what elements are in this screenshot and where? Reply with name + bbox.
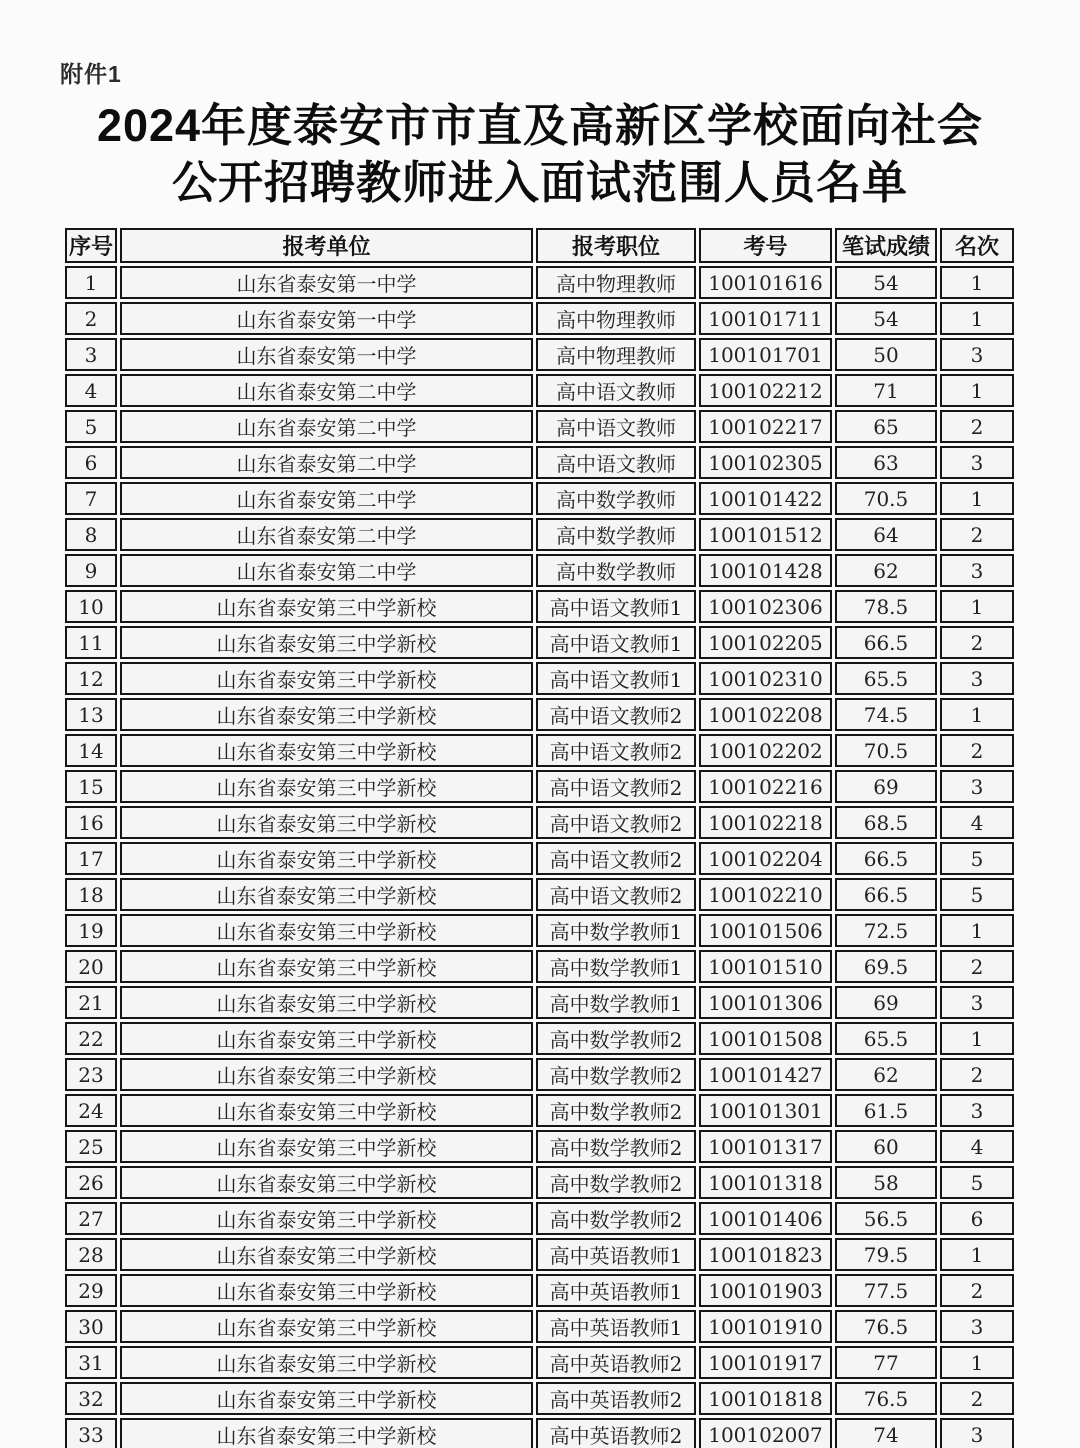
cell-position: 高中英语教师1 (536, 1310, 696, 1343)
cell-unit: 山东省泰安第三中学新校 (120, 842, 533, 875)
cell-unit: 山东省泰安第二中学 (120, 482, 533, 515)
cell-score: 62 (835, 554, 937, 587)
table-row (65, 734, 1014, 767)
cell-rank: 5 (940, 878, 1014, 911)
cell-rank: 2 (940, 1382, 1014, 1415)
table-row (65, 1346, 1014, 1379)
cell-score: 66.5 (835, 626, 937, 659)
cell-position: 高中语文教师 (536, 446, 696, 479)
cell-score: 50 (835, 338, 937, 371)
cell-seq: 32 (65, 1382, 117, 1415)
cell-exam-no: 100101318 (699, 1166, 832, 1199)
table-row (65, 302, 1014, 335)
cell-position: 高中语文教师 (536, 410, 696, 443)
cell-exam-no: 100101506 (699, 914, 832, 947)
cell-unit: 山东省泰安第三中学新校 (120, 950, 533, 983)
cell-position: 高中数学教师 (536, 482, 696, 515)
cell-unit: 山东省泰安第三中学新校 (120, 698, 533, 731)
cell-unit: 山东省泰安第三中学新校 (120, 1382, 533, 1415)
cell-exam-no: 100101917 (699, 1346, 832, 1379)
cell-seq: 7 (65, 482, 117, 515)
cell-exam-no: 100101512 (699, 518, 832, 551)
table-row (65, 770, 1014, 803)
cell-position: 高中物理教师 (536, 302, 696, 335)
table-row (65, 1274, 1014, 1307)
cell-score: 54 (835, 266, 937, 299)
cell-rank: 3 (940, 986, 1014, 1019)
cell-exam-no: 100102218 (699, 806, 832, 839)
cell-rank: 3 (940, 1094, 1014, 1127)
cell-score: 69 (835, 986, 937, 1019)
cell-unit: 山东省泰安第三中学新校 (120, 1346, 533, 1379)
cell-score: 61.5 (835, 1094, 937, 1127)
cell-unit: 山东省泰安第二中学 (120, 410, 533, 443)
cell-rank: 2 (940, 1274, 1014, 1307)
cell-seq: 16 (65, 806, 117, 839)
page-title (0, 97, 1080, 211)
cell-rank: 2 (940, 734, 1014, 767)
cell-seq: 30 (65, 1310, 117, 1343)
table-row (65, 1418, 1014, 1448)
cell-unit: 山东省泰安第一中学 (120, 266, 533, 299)
cell-rank: 2 (940, 950, 1014, 983)
cell-rank: 3 (940, 446, 1014, 479)
cell-rank: 3 (940, 338, 1014, 371)
cell-position: 高中语文教师2 (536, 734, 696, 767)
cell-position: 高中语文教师2 (536, 698, 696, 731)
cell-unit: 山东省泰安第二中学 (120, 446, 533, 479)
cell-position: 高中语文教师1 (536, 590, 696, 623)
table-row (65, 1094, 1014, 1127)
cell-exam-no: 100101422 (699, 482, 832, 515)
cell-exam-no: 100101427 (699, 1058, 832, 1091)
table-row (65, 806, 1014, 839)
cell-position: 高中语文教师1 (536, 662, 696, 695)
cell-rank: 3 (940, 1418, 1014, 1448)
cell-exam-no: 100101903 (699, 1274, 832, 1307)
cell-score: 58 (835, 1166, 937, 1199)
cell-unit: 山东省泰安第三中学新校 (120, 1238, 533, 1271)
cell-unit: 山东省泰安第三中学新校 (120, 770, 533, 803)
page-title-line-2: 公开招聘教师进入面试范围人员名单 (171, 157, 908, 208)
cell-exam-no: 100102208 (699, 698, 832, 731)
cell-rank: 3 (940, 662, 1014, 695)
cell-rank: 4 (940, 1130, 1014, 1163)
cell-score: 60 (835, 1130, 937, 1163)
cell-rank: 1 (940, 590, 1014, 623)
cell-unit: 山东省泰安第三中学新校 (120, 1166, 533, 1199)
cell-unit: 山东省泰安第二中学 (120, 518, 533, 551)
table-row (65, 914, 1014, 947)
cell-exam-no: 100102305 (699, 446, 832, 479)
cell-exam-no: 100101711 (699, 302, 832, 335)
cell-exam-no: 100102212 (699, 374, 832, 407)
table-row (65, 1202, 1014, 1235)
cell-seq: 28 (65, 1238, 117, 1271)
cell-exam-no: 100102217 (699, 410, 832, 443)
cell-position: 高中物理教师 (536, 266, 696, 299)
column-header-score: 笔试成绩 (835, 228, 937, 263)
cell-score: 68.5 (835, 806, 937, 839)
table-row (65, 1310, 1014, 1343)
cell-unit: 山东省泰安第一中学 (120, 338, 533, 371)
cell-position: 高中数学教师2 (536, 1202, 696, 1235)
column-header-rank: 名次 (940, 228, 1014, 263)
cell-position: 高中语文教师2 (536, 878, 696, 911)
cell-rank: 1 (940, 1022, 1014, 1055)
cell-score: 77 (835, 1346, 937, 1379)
cell-score: 70.5 (835, 734, 937, 767)
table-header-row (65, 228, 1014, 263)
cell-position: 高中英语教师2 (536, 1382, 696, 1415)
cell-seq: 8 (65, 518, 117, 551)
cell-rank: 3 (940, 1310, 1014, 1343)
cell-unit: 山东省泰安第三中学新校 (120, 914, 533, 947)
cell-score: 74 (835, 1418, 937, 1448)
cell-seq: 14 (65, 734, 117, 767)
cell-score: 64 (835, 518, 937, 551)
cell-score: 70.5 (835, 482, 937, 515)
cell-exam-no: 100102204 (699, 842, 832, 875)
cell-seq: 23 (65, 1058, 117, 1091)
cell-seq: 18 (65, 878, 117, 911)
table-row (65, 410, 1014, 443)
cell-seq: 3 (65, 338, 117, 371)
cell-rank: 6 (940, 1202, 1014, 1235)
attachment-label: 附件1 (60, 61, 122, 87)
cell-score: 63 (835, 446, 937, 479)
cell-position: 高中数学教师 (536, 554, 696, 587)
cell-rank: 3 (940, 554, 1014, 587)
cell-unit: 山东省泰安第三中学新校 (120, 1202, 533, 1235)
cell-exam-no: 100101428 (699, 554, 832, 587)
cell-position: 高中语文教师1 (536, 626, 696, 659)
table-row (65, 482, 1014, 515)
cell-exam-no: 100101301 (699, 1094, 832, 1127)
cell-seq: 22 (65, 1022, 117, 1055)
cell-position: 高中数学教师 (536, 518, 696, 551)
cell-rank: 4 (940, 806, 1014, 839)
table-row (65, 1238, 1014, 1271)
cell-score: 54 (835, 302, 937, 335)
table-row (65, 950, 1014, 983)
cell-seq: 29 (65, 1274, 117, 1307)
cell-exam-no: 100101508 (699, 1022, 832, 1055)
cell-exam-no: 100102202 (699, 734, 832, 767)
cell-rank: 5 (940, 1166, 1014, 1199)
cell-seq: 19 (65, 914, 117, 947)
cell-seq: 6 (65, 446, 117, 479)
cell-position: 高中数学教师2 (536, 1166, 696, 1199)
cell-rank: 1 (940, 1238, 1014, 1271)
cell-seq: 9 (65, 554, 117, 587)
page-title-line-1: 2024年度泰安市市直及高新区学校面向社会 (96, 100, 984, 151)
cell-seq: 10 (65, 590, 117, 623)
table-row (65, 842, 1014, 875)
cell-position: 高中英语教师2 (536, 1418, 696, 1448)
cell-seq: 12 (65, 662, 117, 695)
cell-score: 56.5 (835, 1202, 937, 1235)
cell-unit: 山东省泰安第二中学 (120, 374, 533, 407)
cell-score: 69 (835, 770, 937, 803)
cell-seq: 17 (65, 842, 117, 875)
cell-exam-no: 100101306 (699, 986, 832, 1019)
cell-seq: 4 (65, 374, 117, 407)
cell-unit: 山东省泰安第三中学新校 (120, 590, 533, 623)
cell-rank: 3 (940, 770, 1014, 803)
cell-seq: 5 (65, 410, 117, 443)
cell-score: 76.5 (835, 1382, 937, 1415)
cell-rank: 1 (940, 1346, 1014, 1379)
cell-rank: 2 (940, 1058, 1014, 1091)
cell-rank: 1 (940, 302, 1014, 335)
cell-seq: 26 (65, 1166, 117, 1199)
table-row (65, 698, 1014, 731)
table-row (65, 662, 1014, 695)
cell-seq: 21 (65, 986, 117, 1019)
cell-unit: 山东省泰安第三中学新校 (120, 986, 533, 1019)
cell-rank: 1 (940, 698, 1014, 731)
cell-rank: 1 (940, 374, 1014, 407)
cell-position: 高中数学教师2 (536, 1022, 696, 1055)
table-row (65, 1166, 1014, 1199)
cell-seq: 11 (65, 626, 117, 659)
cell-unit: 山东省泰安第三中学新校 (120, 878, 533, 911)
cell-unit: 山东省泰安第三中学新校 (120, 1274, 533, 1307)
cell-exam-no: 100102310 (699, 662, 832, 695)
table-row (65, 554, 1014, 587)
table-row (65, 266, 1014, 299)
cell-unit: 山东省泰安第三中学新校 (120, 1022, 533, 1055)
cell-position: 高中数学教师2 (536, 1130, 696, 1163)
table-row (65, 626, 1014, 659)
cell-unit: 山东省泰安第三中学新校 (120, 1130, 533, 1163)
cell-unit: 山东省泰安第三中学新校 (120, 1310, 533, 1343)
cell-position: 高中数学教师1 (536, 950, 696, 983)
table-row (65, 1022, 1014, 1055)
cell-exam-no: 100101701 (699, 338, 832, 371)
table-row (65, 338, 1014, 371)
cell-exam-no: 100101317 (699, 1130, 832, 1163)
table-row (65, 590, 1014, 623)
cell-score: 76.5 (835, 1310, 937, 1343)
cell-seq: 2 (65, 302, 117, 335)
cell-exam-no: 100102306 (699, 590, 832, 623)
cell-position: 高中语文教师2 (536, 842, 696, 875)
table-row (65, 374, 1014, 407)
cell-score: 62 (835, 1058, 937, 1091)
cell-seq: 20 (65, 950, 117, 983)
cell-position: 高中数学教师1 (536, 914, 696, 947)
cell-seq: 15 (65, 770, 117, 803)
table-row (65, 1130, 1014, 1163)
cell-rank: 5 (940, 842, 1014, 875)
cell-score: 79.5 (835, 1238, 937, 1271)
table-row (65, 1382, 1014, 1415)
cell-exam-no: 100101910 (699, 1310, 832, 1343)
cell-seq: 27 (65, 1202, 117, 1235)
cell-unit: 山东省泰安第二中学 (120, 554, 533, 587)
cell-score: 66.5 (835, 842, 937, 875)
cell-rank: 2 (940, 410, 1014, 443)
cell-exam-no: 100101406 (699, 1202, 832, 1235)
cell-position: 高中物理教师 (536, 338, 696, 371)
column-header-position: 报考职位 (536, 228, 696, 263)
table-row (65, 518, 1014, 551)
cell-position: 高中英语教师2 (536, 1346, 696, 1379)
cell-rank: 1 (940, 482, 1014, 515)
cell-seq: 1 (65, 266, 117, 299)
table-row (65, 446, 1014, 479)
table-row (65, 986, 1014, 1019)
cell-rank: 2 (940, 626, 1014, 659)
cell-exam-no: 100102210 (699, 878, 832, 911)
candidate-roster-table (62, 225, 1017, 1448)
cell-score: 74.5 (835, 698, 937, 731)
cell-exam-no: 100102205 (699, 626, 832, 659)
column-header-exam-no: 考号 (699, 228, 832, 263)
cell-seq: 33 (65, 1418, 117, 1448)
cell-score: 69.5 (835, 950, 937, 983)
cell-score: 65 (835, 410, 937, 443)
cell-exam-no: 100101823 (699, 1238, 832, 1271)
cell-unit: 山东省泰安第三中学新校 (120, 806, 533, 839)
cell-unit: 山东省泰安第三中学新校 (120, 734, 533, 767)
cell-position: 高中语文教师2 (536, 806, 696, 839)
cell-score: 78.5 (835, 590, 937, 623)
cell-score: 65.5 (835, 1022, 937, 1055)
table-row (65, 1058, 1014, 1091)
cell-position: 高中语文教师 (536, 374, 696, 407)
cell-unit: 山东省泰安第三中学新校 (120, 662, 533, 695)
cell-position: 高中英语教师1 (536, 1274, 696, 1307)
cell-unit: 山东省泰安第三中学新校 (120, 1418, 533, 1448)
cell-exam-no: 100102216 (699, 770, 832, 803)
cell-exam-no: 100101510 (699, 950, 832, 983)
cell-position: 高中数学教师1 (536, 986, 696, 1019)
cell-position: 高中英语教师1 (536, 1238, 696, 1271)
column-header-seq: 序号 (65, 228, 117, 263)
cell-seq: 24 (65, 1094, 117, 1127)
table-row (65, 878, 1014, 911)
cell-rank: 1 (940, 914, 1014, 947)
table-body (65, 266, 1014, 1448)
cell-rank: 2 (940, 518, 1014, 551)
cell-position: 高中数学教师2 (536, 1094, 696, 1127)
cell-seq: 31 (65, 1346, 117, 1379)
cell-score: 71 (835, 374, 937, 407)
cell-seq: 13 (65, 698, 117, 731)
cell-unit: 山东省泰安第三中学新校 (120, 1058, 533, 1091)
cell-unit: 山东省泰安第三中学新校 (120, 626, 533, 659)
cell-seq: 25 (65, 1130, 117, 1163)
cell-position: 高中数学教师2 (536, 1058, 696, 1091)
cell-position: 高中语文教师2 (536, 770, 696, 803)
cell-unit: 山东省泰安第一中学 (120, 302, 533, 335)
cell-exam-no: 100101818 (699, 1382, 832, 1415)
cell-score: 66.5 (835, 878, 937, 911)
cell-score: 72.5 (835, 914, 937, 947)
cell-score: 77.5 (835, 1274, 937, 1307)
cell-rank: 1 (940, 266, 1014, 299)
cell-unit: 山东省泰安第三中学新校 (120, 1094, 533, 1127)
column-header-unit: 报考单位 (120, 228, 533, 263)
cell-exam-no: 100101616 (699, 266, 832, 299)
cell-exam-no: 100102007 (699, 1418, 832, 1448)
cell-score: 65.5 (835, 662, 937, 695)
